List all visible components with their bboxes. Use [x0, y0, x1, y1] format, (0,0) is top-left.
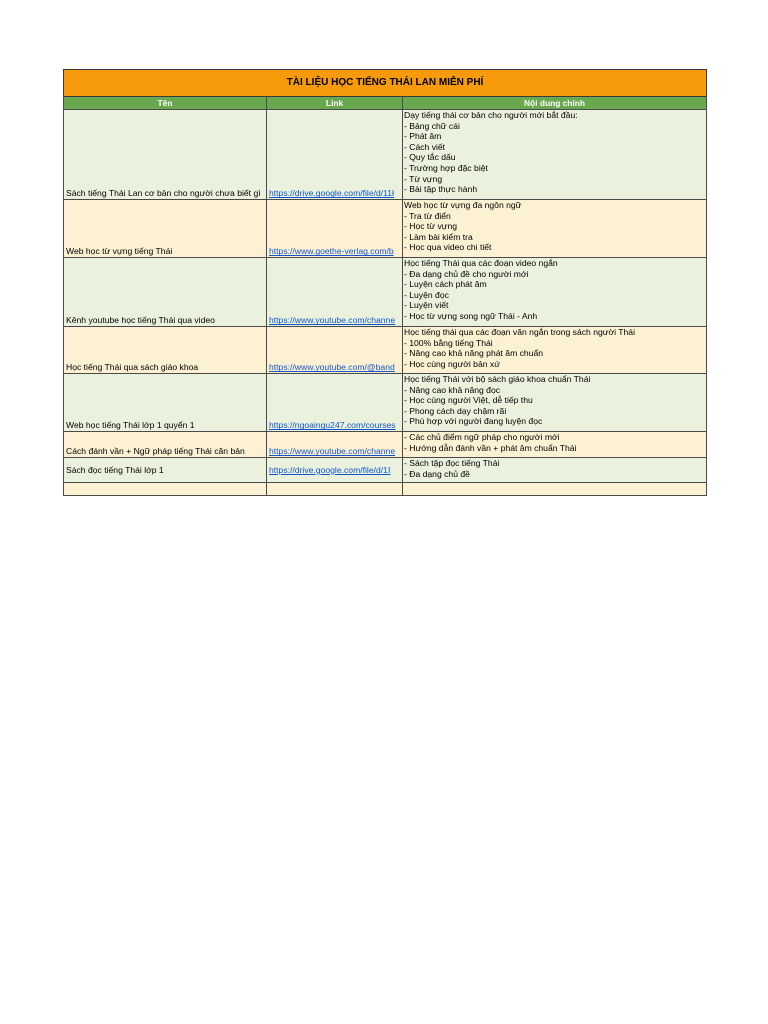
resource-name: Sách đọc tiếng Thái lớp 1: [64, 458, 267, 483]
empty-cell: [64, 483, 267, 496]
resource-link[interactable]: https://ngoaingu247.com/courses: [267, 374, 403, 432]
column-header-link: Link: [267, 97, 403, 110]
resource-content: Học tiếng Thái với bộ sách giáo khoa chuẩn Thái - Nâng cao khả năng đọc - Học cùng người Việt, dễ tiếp thu - Phong cách dạy chậm rãi - Phù hợp với người đang luyện đọc: [403, 374, 707, 432]
empty-cell: [403, 483, 707, 496]
table-row: [64, 200, 707, 258]
resource-content: - Sách tập đọc tiếng Thái - Đa dạng chủ đề: [403, 458, 707, 483]
table-row: [64, 432, 707, 458]
resource-content: Dạy tiếng thái cơ bản cho người mới bắt đầu: - Bảng chữ cái - Phát âm - Cách viết - Quy tắc dấu - Trường hợp đặc biệt - Từ vựng - Bài tập thực hành: [403, 110, 707, 200]
table-row: [64, 327, 707, 374]
resource-link[interactable]: https://www.youtube.com/channe: [267, 432, 403, 458]
column-header-content: Nội dung chính: [403, 97, 707, 110]
resource-content: - Các chủ điểm ngữ pháp cho người mới - Hướng dẫn đánh vần + phát âm chuẩn Thái: [403, 432, 707, 458]
resource-name: Web học tiếng Thái lớp 1 quyển 1: [64, 374, 267, 432]
table-row: [64, 110, 707, 200]
title-row: [64, 70, 707, 97]
table-row: [64, 458, 707, 483]
table-row: [64, 258, 707, 327]
resource-link[interactable]: https://www.youtube.com/@band: [267, 327, 403, 374]
resource-link[interactable]: https://www.goethe-verlag.com/b: [267, 200, 403, 258]
resource-link[interactable]: https://drive.google.com/file/d/11ł: [267, 110, 403, 200]
empty-cell: [267, 483, 403, 496]
resource-content: Web học từ vựng đa ngôn ngữ - Tra từ điển - Học từ vựng - Làm bài kiểm tra - Học qua video chi tiết: [403, 200, 707, 258]
resource-name: Kênh youtube học tiếng Thái qua video: [64, 258, 267, 327]
column-header-name: Tên: [64, 97, 267, 110]
header-row: [64, 97, 707, 110]
resource-name: Sách tiếng Thái Lan cơ bản cho người chưa biết gì: [64, 110, 267, 200]
empty-row: [64, 483, 707, 496]
resource-link[interactable]: https://www.youtube.com/channe: [267, 258, 403, 327]
resource-table: [63, 69, 707, 496]
resource-name: Học tiếng Thái qua sách giáo khoa: [64, 327, 267, 374]
sheet-title: TÀI LIỆU HỌC TIẾNG THÁI LAN MIỄN PHÍ: [64, 70, 707, 97]
resource-name: Web học từ vựng tiếng Thái: [64, 200, 267, 258]
resource-link[interactable]: https://drive.google.com/file/d/1I: [267, 458, 403, 483]
table-row: [64, 374, 707, 432]
resource-content: Học tiếng thái qua các đoạn văn ngắn trong sách người Thái - 100% bằng tiếng Thái - Nâng cao khả năng phát âm chuẩn - Học cùng người bản xứ: [403, 327, 707, 374]
resource-content: Học tiếng Thái qua các đoạn video ngắn - Đa dạng chủ đề cho người mới - Luyện cách phát âm - Luyện đọc - Luyện viết - Học từ vựng song ngữ Thái - Anh: [403, 258, 707, 327]
resource-name: Cách đánh vần + Ngữ pháp tiếng Thái căn bản: [64, 432, 267, 458]
